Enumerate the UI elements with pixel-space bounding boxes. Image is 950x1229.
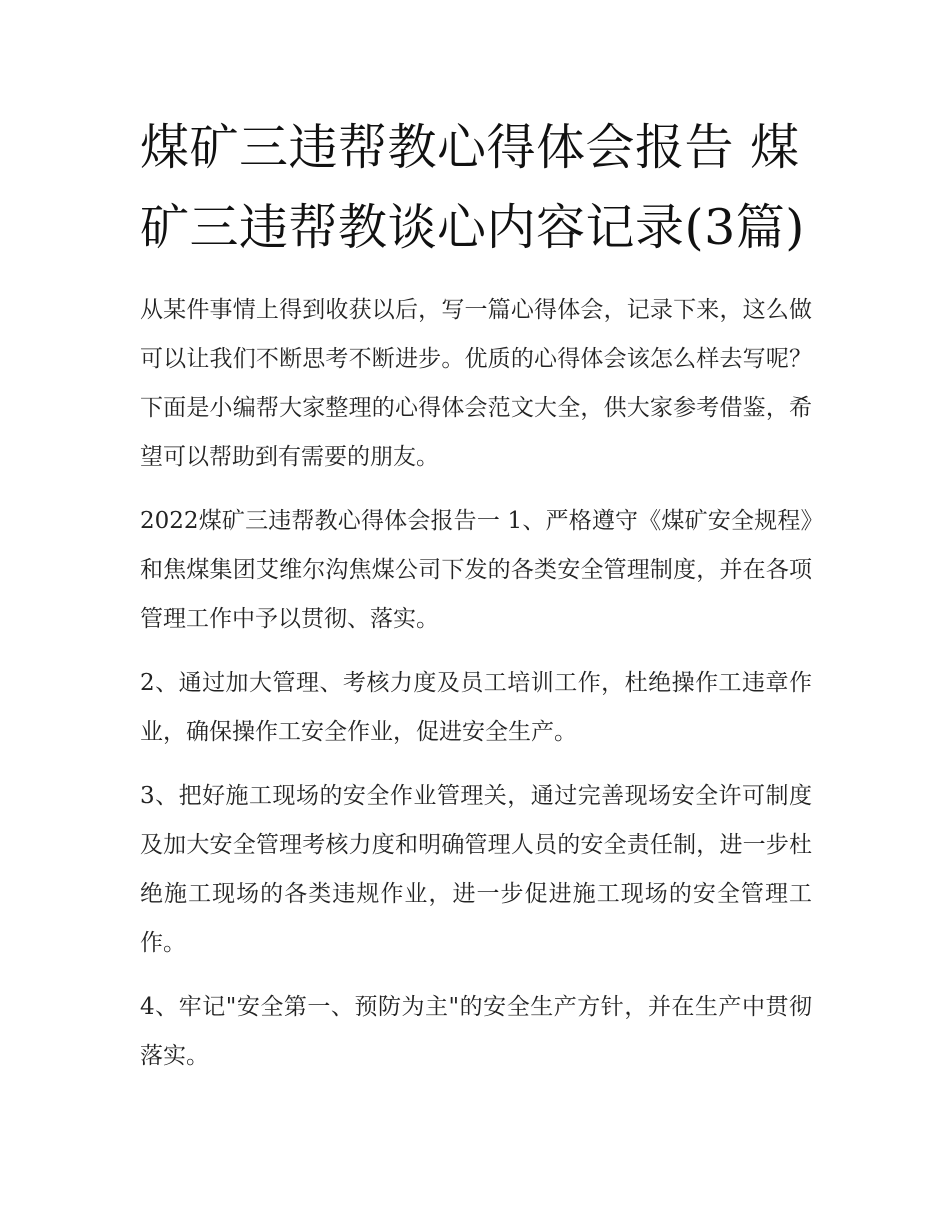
paragraph-item-2: 2、通过加大管理、考核力度及员工培训工作，杜绝操作工违章作业，确保操作工安全作业，促进安全生产。 — [140, 670, 812, 745]
paragraph-intro: 从某件事情上得到收获以后，写一篇心得体会，记录下来，这么做可以让我们不断思考不断进步。优质的心得体会该怎么样去写呢？下面是小编帮大家整理的心得体会范文大全，供大家参考借鉴，希望可以帮助到有需要的朋友。 — [140, 297, 812, 470]
document-body — [140, 108, 812, 1081]
paragraph-item-4: 4、牢记"安全第一、预防为主"的安全生产方针，并在生产中贯彻落实。 — [140, 994, 812, 1069]
document-title: 煤矿三违帮教心得体会报告 煤矿三违帮教谈心内容记录(3篇) — [140, 119, 805, 256]
paragraph-item-1: 2022煤矿三违帮教心得体会报告一 1、严格遵守《煤矿安全规程》和焦煤集团艾维尔沟焦煤公司下发的各类安全管理制度，并在各项管理工作中予以贯彻、落实。 — [140, 508, 812, 632]
paragraph-item-3: 3、把好施工现场的安全作业管理关，通过完善现场安全许可制度及加大安全管理考核力度和明确管理人员的安全责任制，进一步杜绝施工现场的各类违规作业，进一步促进施工现场的安全管理工作。 — [140, 783, 812, 956]
